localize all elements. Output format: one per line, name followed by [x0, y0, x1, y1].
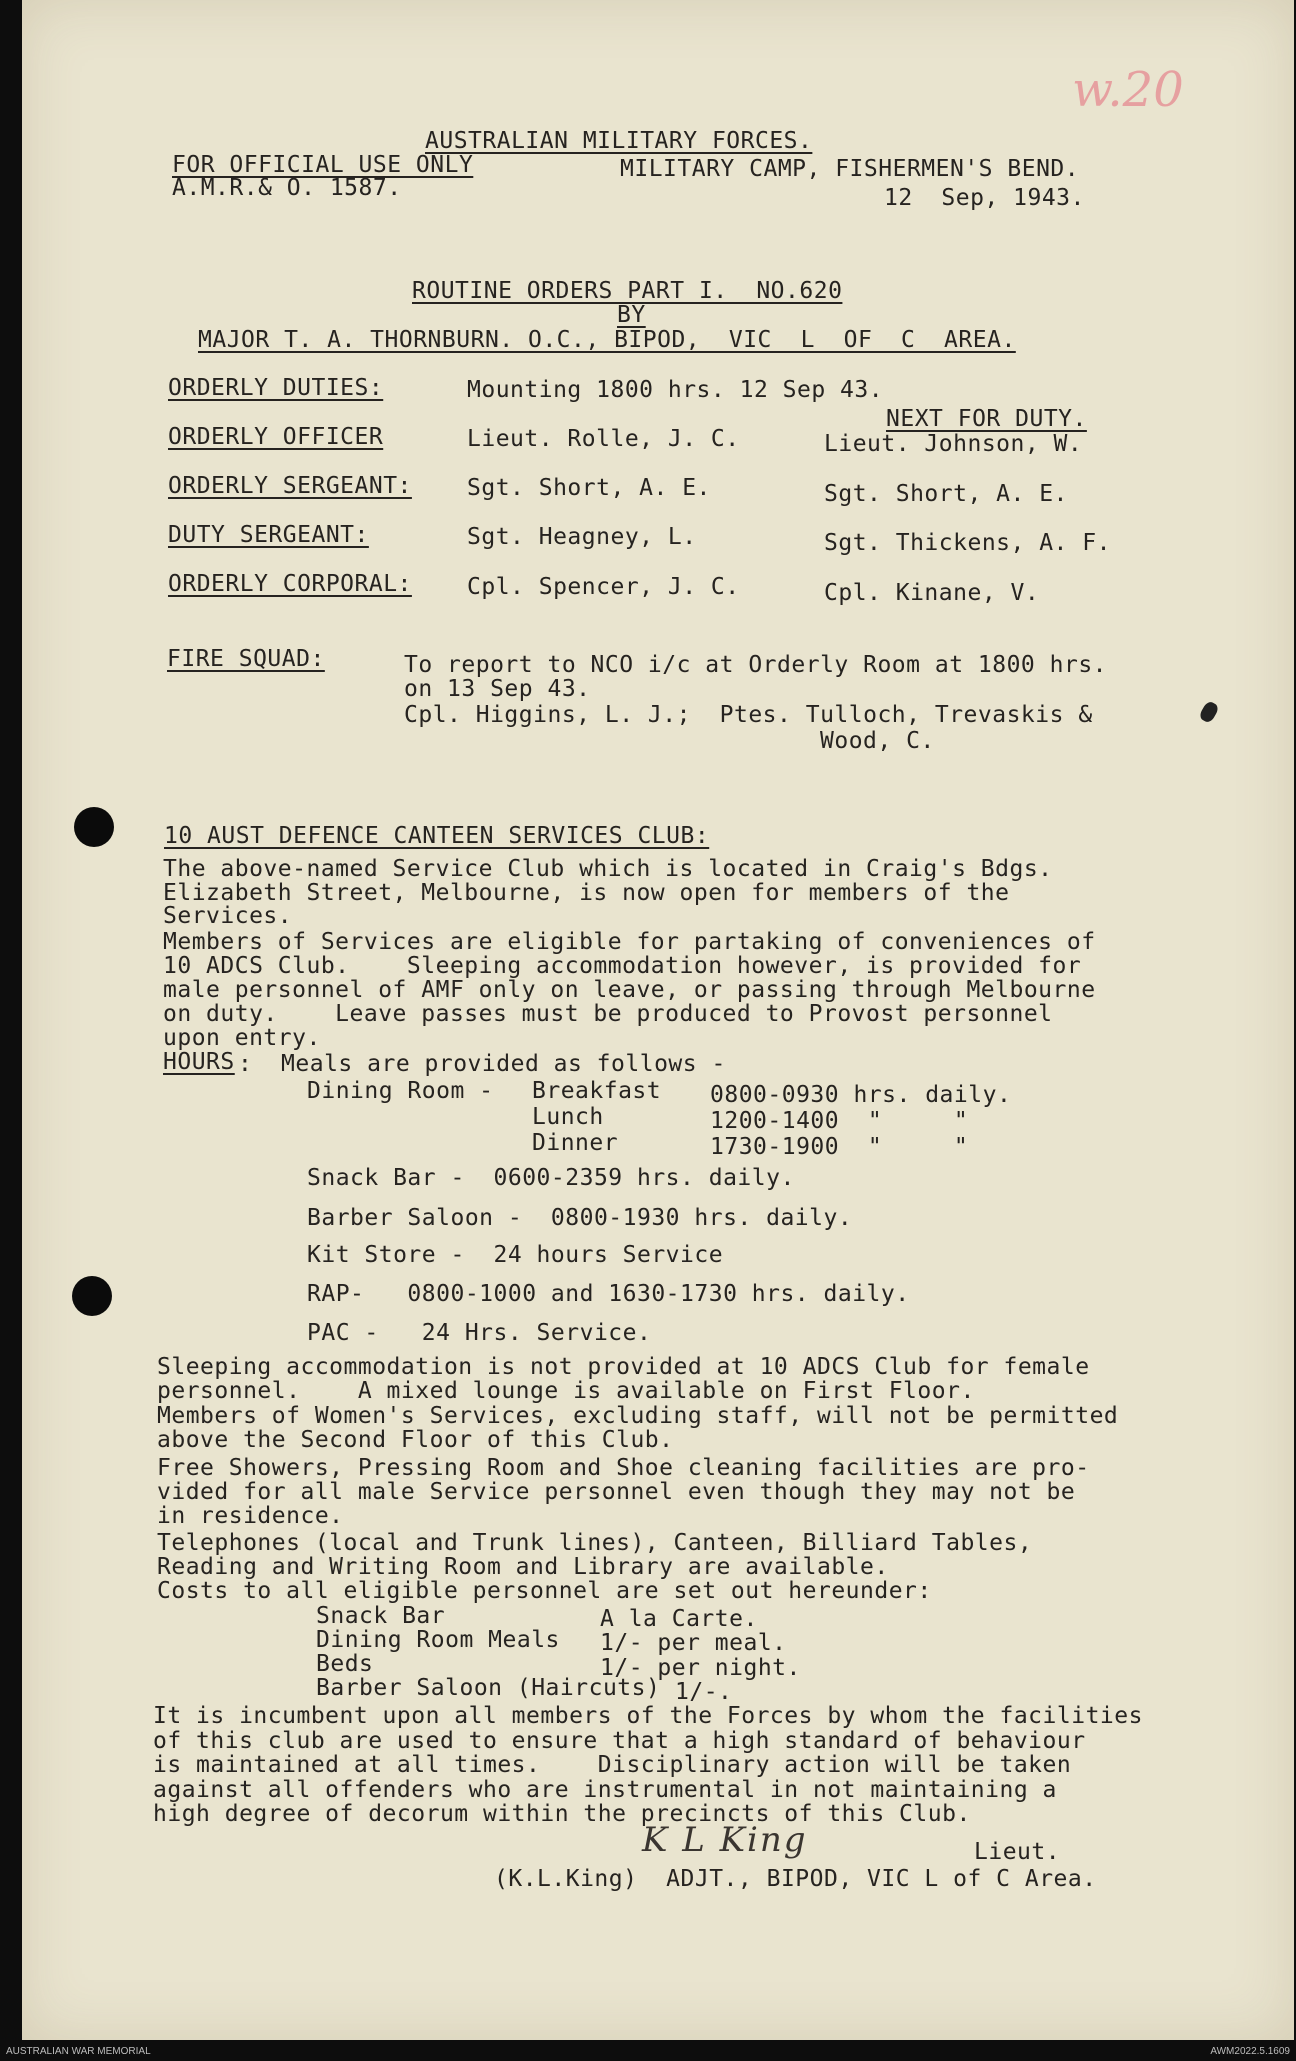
club-text-line: The above-named Service Club which is located in Craig's Bdgs.: [163, 856, 1053, 882]
club-text-line: Elizabeth Street, Melbourne, is now open for members of the: [163, 880, 1010, 906]
cost-price: 1/-.: [675, 1679, 733, 1705]
club-text-line: is maintained at all times. Disciplinary action will be taken: [153, 1752, 1072, 1778]
meal-name: Lunch: [532, 1104, 604, 1130]
cost-item: Beds: [316, 1651, 374, 1677]
club-text-line: in residence.: [157, 1503, 344, 1529]
cost-item: Snack Bar: [316, 1603, 446, 1629]
club-text-line: high degree of decorum within the precincts of this Club.: [153, 1801, 971, 1827]
duty-next: Lieut. Johnson, W.: [824, 431, 1083, 457]
camp-location: MILITARY CAMP, FISHERMEN'S BEND.: [620, 156, 1080, 182]
cost-price: 1/- per night.: [600, 1655, 801, 1681]
club-text-line: against all offenders who are instrumental in not maintaining a: [153, 1777, 1057, 1803]
next-for-duty-label: NEXT FOR DUTY.: [886, 406, 1087, 432]
handwritten-signature: K L King: [642, 1820, 808, 1860]
meal-time: 1200-1400 " ": [710, 1108, 969, 1134]
cost-item: Dining Room Meals: [316, 1627, 560, 1653]
punch-hole: [74, 807, 114, 847]
duty-role-label: ORDERLY CORPORAL:: [168, 571, 412, 597]
meal-room: Dining Room -: [307, 1078, 494, 1104]
meal-name: Dinner: [532, 1130, 619, 1156]
duty-role-label: DUTY SERGEANT:: [168, 522, 369, 548]
club-text-line: Services.: [163, 903, 293, 929]
archive-reference: AWM2022.5.1609: [1210, 2046, 1290, 2057]
signatory-line: (K.L.King) ADJT., BIPOD, VIC L of C Area.: [494, 1866, 1097, 1892]
signatory-rank: Lieut.: [974, 1839, 1061, 1865]
meal-name: Breakfast: [532, 1078, 662, 1104]
cost-price: 1/- per meal.: [600, 1630, 787, 1656]
orderly-duties-label: ORDERLY DUTIES:: [168, 375, 384, 401]
service-hours: Snack Bar - 0600-2359 hrs. daily.: [307, 1165, 795, 1191]
club-text-line: above the Second Floor of this Club.: [157, 1427, 674, 1453]
duty-current: Sgt. Heagney, L.: [467, 524, 697, 550]
punch-hole: [72, 1276, 112, 1316]
duty-current: Lieut. Rolle, J. C.: [467, 426, 740, 452]
duty-role-label: ORDERLY SERGEANT:: [168, 473, 412, 499]
club-text-line: Costs to all eligible personnel are set out hereunder:: [157, 1578, 932, 1604]
hours-intro: : Meals are provided as follows -: [238, 1051, 726, 1077]
club-text-line: Telephones (local and Trunk lines), Canteen, Billiard Tables,: [157, 1530, 1033, 1556]
club-text-line: on duty. Leave passes must be produced to Provost personnel: [163, 1001, 1053, 1027]
club-text-line: male personnel of AMF only on leave, or passing through Melbourne: [163, 977, 1096, 1003]
club-text-line: Members of Services are eligible for partaking of conveniences of: [163, 929, 1096, 955]
club-text-line: It is incumbent upon all members of the Forces by whom the facilities: [153, 1703, 1143, 1729]
document-page: [22, 0, 1294, 2040]
fire-squad-line: To report to NCO i/c at Orderly Room at 1800 hrs.: [404, 652, 1108, 678]
duty-current: Cpl. Spencer, J. C.: [467, 574, 740, 600]
service-hours: Kit Store - 24 hours Service: [307, 1242, 724, 1268]
fire-squad-label: FIRE SQUAD:: [167, 646, 325, 672]
hours-label: HOURS: [163, 1049, 235, 1075]
cost-item: Barber Saloon (Haircuts): [316, 1675, 661, 1701]
club-text-line: Sleeping accommodation is not provided at 10 ADCS Club for female: [157, 1354, 1090, 1380]
club-text-line: vided for all male Service personnel even though they may not be: [157, 1479, 1076, 1505]
org-heading: AUSTRALIAN MILITARY FORCES.: [425, 128, 813, 154]
club-heading: 10 AUST DEFENCE CANTEEN SERVICES CLUB:: [164, 823, 710, 849]
fire-squad-line: Wood, C.: [820, 728, 935, 754]
archive-credit: AUSTRALIAN WAR MEMORIAL: [6, 2046, 151, 2057]
meal-time: 0800-0930 hrs. daily.: [710, 1082, 1012, 1108]
meal-time: 1730-1900 " ": [710, 1134, 969, 1160]
club-text-line: Members of Women's Services, excluding staff, will not be permitted: [157, 1403, 1119, 1429]
orders-by: BY: [617, 302, 646, 328]
pencil-annotation: w.20: [1072, 62, 1184, 118]
service-hours: PAC - 24 Hrs. Service.: [307, 1320, 652, 1346]
duty-role-label: ORDERLY OFFICER: [168, 424, 384, 450]
official-use-label: FOR OFFICIAL USE ONLY: [172, 152, 474, 178]
club-text-line: upon entry.: [163, 1025, 321, 1051]
club-text-line: 10 ADCS Club. Sleeping accommodation however, is provided for: [163, 953, 1082, 979]
orders-authority: MAJOR T. A. THORNBURN. O.C., BIPOD, VIC L OF C AREA.: [198, 327, 1016, 353]
club-text-line: personnel. A mixed lounge is available on First Floor.: [157, 1378, 975, 1404]
duty-current: Sgt. Short, A. E.: [467, 475, 711, 501]
club-text-line: of this club are used to ensure that a high standard of behaviour: [153, 1728, 1086, 1754]
cost-price: A la Carte.: [600, 1606, 758, 1632]
reference-number: A.M.R.& O. 1587.: [172, 175, 402, 201]
orders-title: ROUTINE ORDERS PART I. NO.620: [412, 278, 843, 304]
fire-squad-line: Cpl. Higgins, L. J.; Ptes. Tulloch, Trevaskis &: [404, 702, 1093, 728]
ink-blot: [1198, 700, 1220, 724]
service-hours: Barber Saloon - 0800-1930 hrs. daily.: [307, 1205, 853, 1231]
club-text-line: Free Showers, Pressing Room and Shoe cleaning facilities are pro-: [157, 1455, 1090, 1481]
club-text-line: Reading and Writing Room and Library are available.: [157, 1554, 889, 1580]
duty-next: Sgt. Short, A. E.: [824, 481, 1068, 507]
fire-squad-line: on 13 Sep 43.: [404, 676, 591, 702]
duty-next: Sgt. Thickens, A. F.: [824, 530, 1111, 556]
order-date: 12 Sep, 1943.: [884, 185, 1085, 211]
mounting-time: Mounting 1800 hrs. 12 Sep 43.: [467, 377, 884, 403]
duty-next: Cpl. Kinane, V.: [824, 580, 1040, 606]
service-hours: RAP- 0800-1000 and 1630-1730 hrs. daily.: [307, 1281, 910, 1307]
